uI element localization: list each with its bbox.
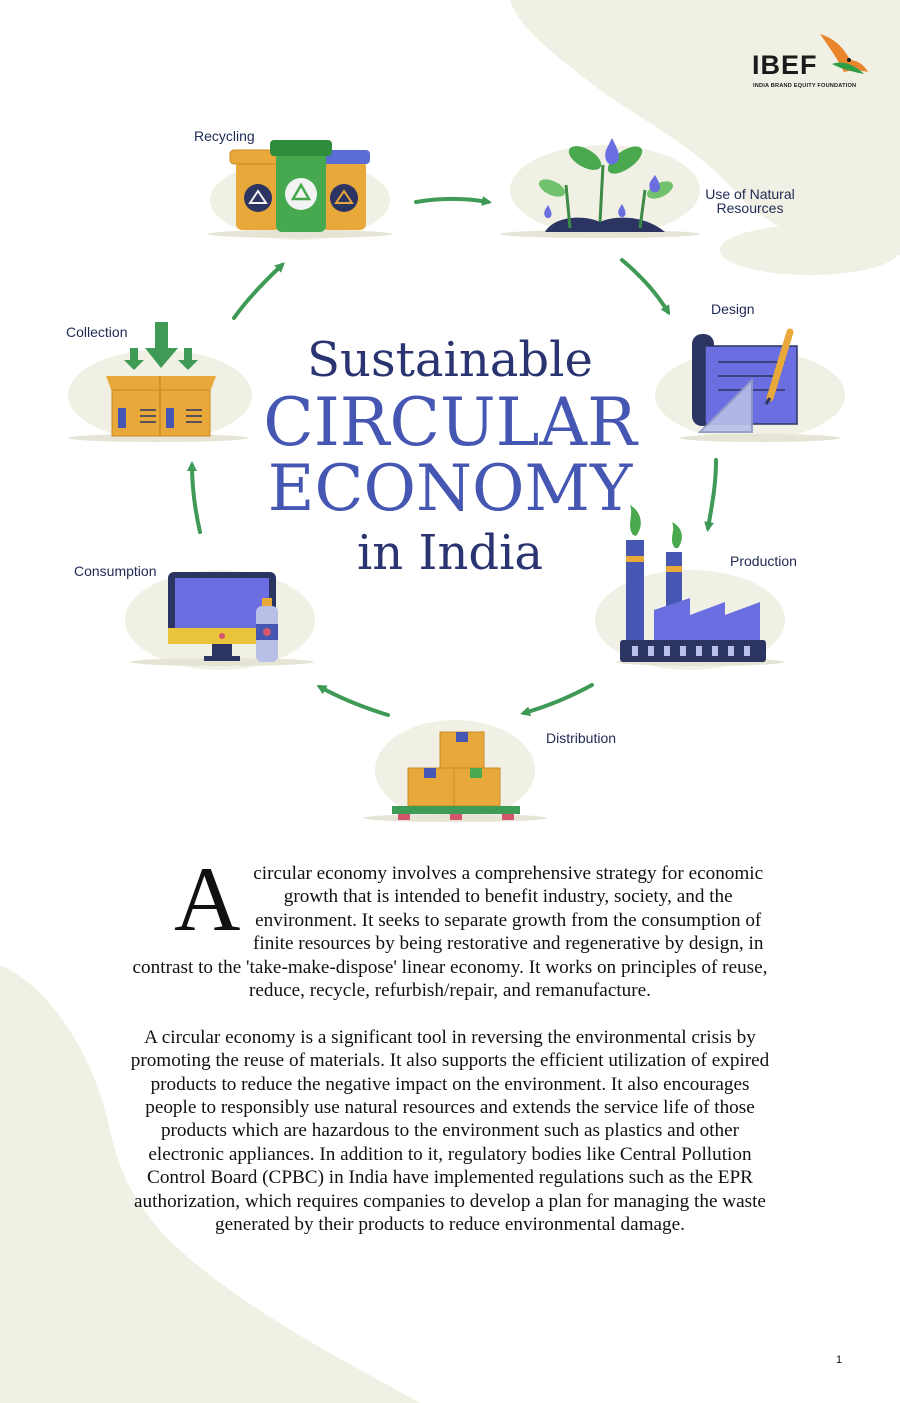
blueprint-icon <box>655 332 845 442</box>
computer-bottle-icon <box>125 570 315 670</box>
step-label-production: Production <box>730 553 797 569</box>
recycling-bins-icon <box>208 140 392 240</box>
body-text <box>130 848 770 1260</box>
step-label-collection: Collection <box>66 324 128 340</box>
boxes-pallet-icon <box>363 720 547 822</box>
step-label-design: Design <box>711 301 755 317</box>
logo-tagline: INDIA BRAND EQUITY FOUNDATION <box>753 83 857 89</box>
title-line-sustainable: Sustainable <box>307 332 593 388</box>
page-title <box>250 330 650 584</box>
title-line-in-india: in India <box>356 525 544 581</box>
step-label-consumption: Consumption <box>74 563 157 579</box>
arrow-resources-to-design <box>622 260 668 312</box>
paragraph-2: A circular economy is a significant tool in reversing the environmental crisis by promoting the reuse of materials. It also supports the efficient utilization of expired products to reduce the negative impact on the environment. It also encourages people to responsibly use natural resources and extends the service life of those products which are hazardous to the environment such as plastics and other electronic appliances. In addition to it, regulatory bodies like Central Pollution Control Board (CPBC) in India have implemented regulations such as the EPR authorization, which requires companies to develop a plan for managing the waste generated by their products to reduce environmental damage. <box>130 1026 770 1236</box>
arrow-production-to-distribution <box>524 685 592 713</box>
drop-cap: A <box>174 848 241 950</box>
page-number: 1 <box>836 1354 843 1366</box>
step-label-recycling: Recycling <box>194 128 255 144</box>
paragraph-1 <box>130 848 770 1002</box>
step-label-distribution: Distribution <box>546 730 617 746</box>
title-line-circular: CIRCULAR <box>263 384 637 461</box>
arrow-design-to-production <box>708 460 716 528</box>
collection-box-icon <box>68 322 252 442</box>
arrow-collection-to-recycling <box>234 265 282 318</box>
arrow-consumption-to-collection <box>192 465 200 532</box>
logo-name: IBEF <box>752 50 818 80</box>
step-label-natural-resources: Use of Natural Resources <box>705 186 795 216</box>
plants-icon <box>500 138 700 238</box>
paragraph-1-text: circular economy involves a comprehensive strategy for economic growth that is intended to benefit industry, society, and the environment. It seeks to separate growth from the consumption of finite resources by being restorative and regenerative by design, in contrast to the 'take-make-dispose' linear economy. It works on principles of reuse, reduce, recycle, refurbish/repair, and remanufacture. <box>132 863 768 1002</box>
arrow-recycling-to-resources <box>416 199 488 202</box>
arrow-distribution-to-consumption <box>320 687 388 715</box>
title-line-economy: ECONOMY <box>267 452 633 526</box>
